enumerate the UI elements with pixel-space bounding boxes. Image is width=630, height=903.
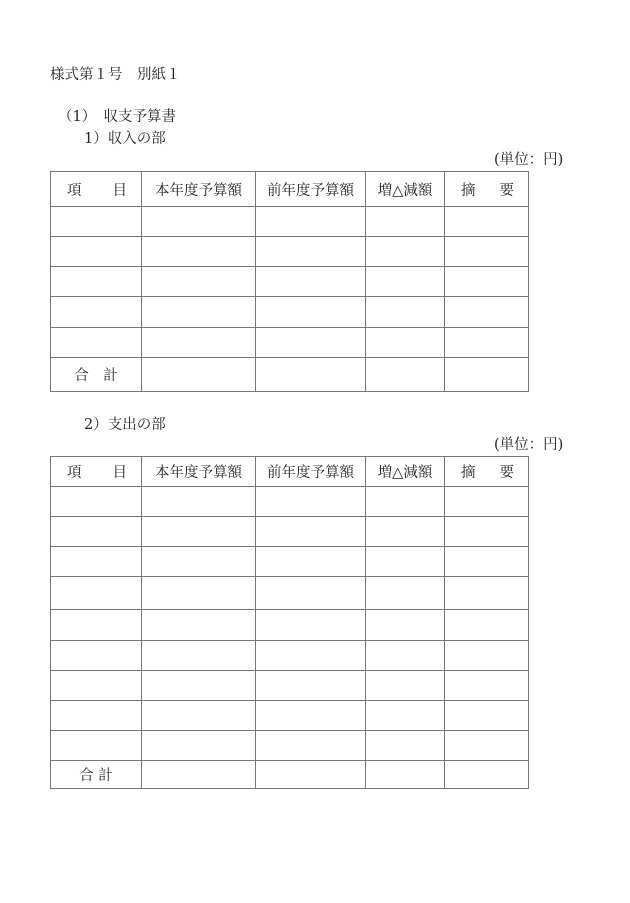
table-cell[interactable]: [142, 267, 256, 297]
column-header-label: 増△減額: [377, 182, 433, 199]
table-row: [51, 641, 529, 671]
table-cell[interactable]: [366, 701, 445, 731]
column-header-label: 摘 要: [461, 465, 514, 481]
table-cell[interactable]: [256, 517, 366, 547]
table-cell[interactable]: [51, 641, 142, 671]
income-title: 1）収入の部: [84, 131, 166, 147]
table-row: [51, 701, 529, 731]
table-row: [51, 671, 529, 701]
table-cell[interactable]: [366, 267, 445, 297]
total-cell[interactable]: [445, 761, 529, 789]
table-cell[interactable]: [256, 207, 366, 237]
column-header: [142, 172, 256, 207]
table-cell[interactable]: [142, 517, 256, 547]
column-header: [445, 457, 529, 487]
table-cell[interactable]: [142, 577, 256, 610]
table-cell[interactable]: [142, 731, 256, 761]
table-cell[interactable]: [366, 237, 445, 267]
column-header-label: 前年度予算額: [267, 465, 354, 481]
income-table: [50, 171, 529, 392]
total-cell[interactable]: [445, 358, 529, 392]
table-row: [51, 297, 529, 328]
table-row: [51, 237, 529, 267]
table-cell[interactable]: [445, 610, 529, 641]
table-cell[interactable]: [51, 237, 142, 267]
total-cell[interactable]: [366, 761, 445, 789]
table-cell[interactable]: [445, 671, 529, 701]
table-cell[interactable]: [445, 641, 529, 671]
total-cell[interactable]: [142, 761, 256, 789]
table-cell[interactable]: [256, 641, 366, 671]
total-cell[interactable]: [256, 358, 366, 392]
table-cell[interactable]: [142, 297, 256, 328]
column-header: [445, 172, 529, 207]
table-cell[interactable]: [51, 731, 142, 761]
column-header-label: 本年度予算額: [155, 182, 242, 199]
table-cell[interactable]: [51, 547, 142, 577]
table-cell[interactable]: [445, 207, 529, 237]
column-header-label: 増△減額: [377, 465, 433, 481]
table-cell[interactable]: [445, 487, 529, 517]
total-cell[interactable]: [366, 358, 445, 392]
table-cell[interactable]: [256, 671, 366, 701]
table-cell[interactable]: [445, 701, 529, 731]
table-cell[interactable]: [51, 207, 142, 237]
table-cell[interactable]: [142, 641, 256, 671]
table-cell[interactable]: [142, 207, 256, 237]
table-cell[interactable]: [366, 297, 445, 328]
table-cell[interactable]: [142, 547, 256, 577]
section-title: （1） 収支予算書: [58, 109, 176, 125]
table-cell[interactable]: [51, 577, 142, 610]
table-cell[interactable]: [51, 701, 142, 731]
table-cell[interactable]: [366, 731, 445, 761]
table-cell[interactable]: [445, 237, 529, 267]
table-cell[interactable]: [51, 671, 142, 701]
table-cell[interactable]: [256, 577, 366, 610]
table-row: [51, 267, 529, 297]
table-cell[interactable]: [142, 328, 256, 358]
table-cell[interactable]: [51, 610, 142, 641]
table-cell[interactable]: [445, 297, 529, 328]
table-cell[interactable]: [366, 610, 445, 641]
table-cell[interactable]: [256, 328, 366, 358]
total-row: [51, 358, 529, 392]
table-cell[interactable]: [51, 328, 142, 358]
column-header: [366, 457, 445, 487]
table-cell[interactable]: [256, 297, 366, 328]
header-row: [51, 172, 529, 207]
total-label: 合 計: [51, 761, 142, 789]
table-cell[interactable]: [256, 731, 366, 761]
column-header-label: 本年度予算額: [155, 465, 242, 481]
table-cell[interactable]: [256, 701, 366, 731]
expense-title: 2）支出の部: [84, 417, 166, 433]
column-header-label: 項 目: [67, 182, 127, 199]
form-label: 様式第１号 別紙１: [50, 67, 181, 83]
column-header-label: 項 目: [67, 465, 127, 481]
table-cell[interactable]: [366, 487, 445, 517]
table-row: [51, 487, 529, 517]
table-cell[interactable]: [445, 547, 529, 577]
table-cell[interactable]: [256, 547, 366, 577]
expense-unit: (単位：円): [494, 437, 564, 453]
table-row: [51, 577, 529, 610]
table-row: [51, 610, 529, 641]
column-header-label: 前年度予算額: [267, 182, 354, 199]
table-cell[interactable]: [256, 610, 366, 641]
table-row: [51, 207, 529, 237]
column-header: [256, 457, 366, 487]
table-cell[interactable]: [51, 517, 142, 547]
table-cell[interactable]: [256, 487, 366, 517]
table-cell[interactable]: [366, 328, 445, 358]
column-header: [51, 172, 142, 207]
column-header: [51, 457, 142, 487]
column-header: [256, 172, 366, 207]
table-cell[interactable]: [445, 577, 529, 610]
table-cell[interactable]: [142, 610, 256, 641]
table-row: [51, 731, 529, 761]
table-cell[interactable]: [366, 207, 445, 237]
total-cell[interactable]: [256, 761, 366, 789]
expense-table: [50, 456, 529, 789]
table-cell[interactable]: [51, 267, 142, 297]
table-cell[interactable]: [256, 267, 366, 297]
table-row: [51, 517, 529, 547]
column-header: [142, 457, 256, 487]
table-cell[interactable]: [445, 328, 529, 358]
total-cell[interactable]: [142, 358, 256, 392]
table-cell[interactable]: [366, 641, 445, 671]
income-unit: (単位：円): [494, 152, 564, 168]
table-cell[interactable]: [142, 701, 256, 731]
header-row: [51, 457, 529, 487]
column-header: [366, 172, 445, 207]
total-row: [51, 761, 529, 789]
table-cell[interactable]: [445, 731, 529, 761]
table-cell[interactable]: [366, 671, 445, 701]
table-cell[interactable]: [142, 487, 256, 517]
table-cell[interactable]: [366, 547, 445, 577]
table-cell[interactable]: [142, 671, 256, 701]
table-row: [51, 547, 529, 577]
table-cell[interactable]: [366, 517, 445, 547]
table-cell[interactable]: [142, 237, 256, 267]
column-header-label: 摘 要: [461, 182, 514, 199]
table-cell[interactable]: [51, 297, 142, 328]
table-row: [51, 328, 529, 358]
table-cell[interactable]: [366, 577, 445, 610]
table-cell[interactable]: [51, 487, 142, 517]
total-label: 合 計: [51, 358, 142, 392]
table-cell[interactable]: [445, 517, 529, 547]
table-cell[interactable]: [445, 267, 529, 297]
table-cell[interactable]: [256, 237, 366, 267]
